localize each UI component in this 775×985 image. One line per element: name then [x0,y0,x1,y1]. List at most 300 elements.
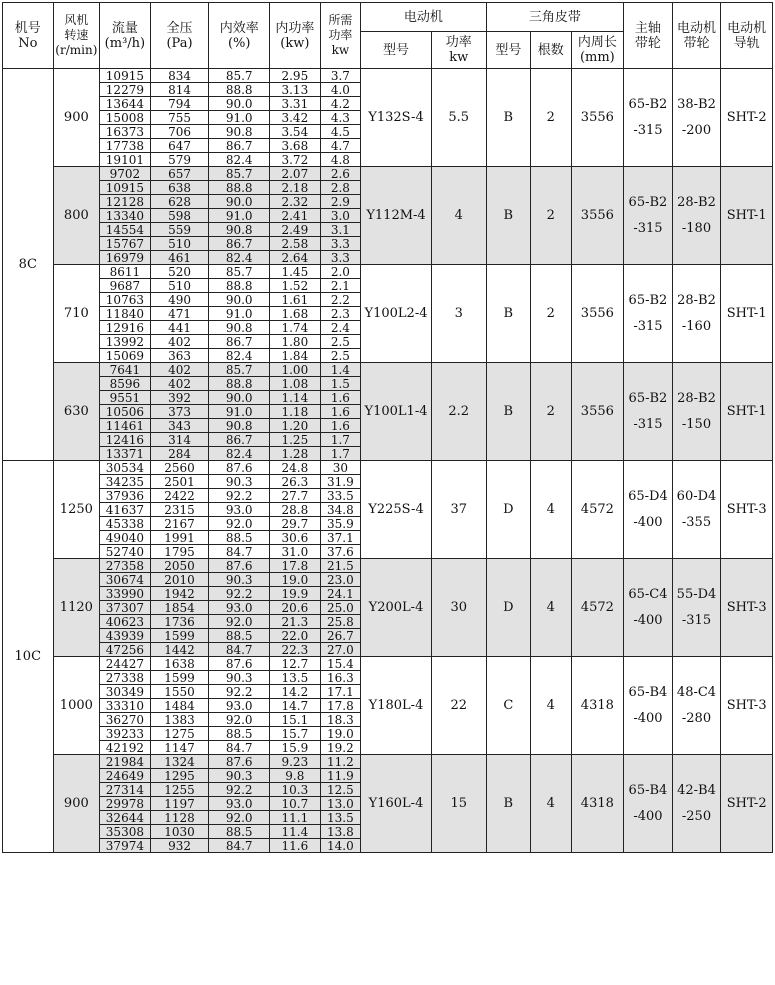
fan-performance-table [2,2,773,853]
required-power-cell: 13.8 [320,825,360,839]
pressure-cell: 647 [150,139,209,153]
inner-power-cell: 1.08 [270,377,321,391]
inner-power-cell: 19.9 [270,587,321,601]
inner-power-cell: 10.3 [270,783,321,797]
main-pulley-line: -315 [633,122,663,138]
inner-power-cell: 9.23 [270,755,321,769]
flow-cell: 41637 [100,503,151,517]
pressure-cell: 1638 [150,657,209,671]
pressure-cell: 2422 [150,489,209,503]
efficiency-cell: 88.8 [209,279,270,293]
efficiency-cell: 92.2 [209,685,270,699]
belt-type: B [486,167,531,265]
header-flow: 流量 (m³/h) [100,3,151,69]
inner-power-cell: 2.58 [270,237,321,251]
inner-power-cell: 3.68 [270,139,321,153]
motor-pulley-line: 28-B2 [677,390,716,406]
pressure-cell: 794 [150,97,209,111]
inner-power-cell: 3.72 [270,153,321,167]
motor-type: Y180L-4 [361,657,432,755]
pressure-cell: 284 [150,447,209,461]
flow-cell: 13992 [100,335,151,349]
efficiency-cell: 88.5 [209,531,270,545]
required-power-cell: 12.5 [320,783,360,797]
inner-power-cell: 2.18 [270,181,321,195]
header-inner-power: 内功率 (kw) [270,3,321,69]
header-motor-power: 功率 kw [431,32,486,69]
inner-power-cell: 27.7 [270,489,321,503]
main-pulley-line: 65-C4 [628,586,668,602]
efficiency-cell: 90.0 [209,195,270,209]
efficiency-cell: 82.4 [209,153,270,167]
flow-cell: 9551 [100,391,151,405]
pressure-cell: 2167 [150,517,209,531]
header-required-power: 所需 功率 kw [320,3,360,69]
pressure-cell: 598 [150,209,209,223]
pressure-cell: 2010 [150,573,209,587]
pressure-cell: 638 [150,181,209,195]
efficiency-cell: 86.7 [209,139,270,153]
motor-pulley-line: -150 [681,416,712,432]
main-pulley-line: -400 [633,710,663,726]
flow-cell: 40623 [100,615,151,629]
required-power-cell: 2.9 [320,195,360,209]
pressure-cell: 834 [150,69,209,83]
header-vbelt: 三角皮带 [486,3,624,32]
efficiency-cell: 88.5 [209,727,270,741]
required-power-cell: 19.2 [320,741,360,755]
belt-count: 4 [531,755,571,853]
flow-cell: 35308 [100,825,151,839]
required-power-cell: 24.1 [320,587,360,601]
belt-count: 2 [531,69,571,167]
pressure-cell: 932 [150,839,209,853]
belt-type: B [486,69,531,167]
inner-power-cell: 13.5 [270,671,321,685]
motor-pulley [672,657,721,755]
required-power-cell: 4.8 [320,153,360,167]
flow-cell: 8611 [100,265,151,279]
efficiency-cell: 87.6 [209,657,270,671]
main-pulley-line: 65-B4 [628,782,668,798]
main-pulley-line: 65-B2 [628,292,668,308]
belt-type: C [486,657,531,755]
belt-type: B [486,363,531,461]
efficiency-cell: 91.0 [209,307,270,321]
inner-power-cell: 2.41 [270,209,321,223]
inner-power-cell: 3.13 [270,83,321,97]
required-power-cell: 1.6 [320,419,360,433]
required-power-cell: 16.3 [320,671,360,685]
pressure-cell: 1991 [150,531,209,545]
efficiency-cell: 91.0 [209,111,270,125]
inner-power-cell: 1.84 [270,349,321,363]
required-power-cell: 1.7 [320,433,360,447]
required-power-cell: 2.8 [320,181,360,195]
motor-pulley-line: -250 [681,808,712,824]
pressure-cell: 1128 [150,811,209,825]
inner-power-cell: 1.14 [270,391,321,405]
efficiency-cell: 84.7 [209,643,270,657]
inner-power-cell: 19.0 [270,573,321,587]
efficiency-cell: 92.2 [209,783,270,797]
flow-cell: 36270 [100,713,151,727]
inner-power-cell: 1.20 [270,419,321,433]
table-row [3,265,773,279]
required-power-cell: 2.3 [320,307,360,321]
table-row [3,363,773,377]
pressure-cell: 402 [150,335,209,349]
flow-cell: 37974 [100,839,151,853]
required-power-cell: 1.6 [320,391,360,405]
motor-power: 30 [431,559,486,657]
required-power-cell: 26.7 [320,629,360,643]
flow-cell: 34235 [100,475,151,489]
flow-cell: 45338 [100,517,151,531]
efficiency-cell: 84.7 [209,545,270,559]
belt-length: 3556 [571,167,624,265]
efficiency-cell: 88.8 [209,83,270,97]
inner-power-cell: 29.7 [270,517,321,531]
flow-cell: 43939 [100,629,151,643]
pressure-cell: 1147 [150,741,209,755]
inner-power-cell: 15.7 [270,727,321,741]
required-power-cell: 33.5 [320,489,360,503]
required-power-cell: 13.0 [320,797,360,811]
motor-pulley [672,265,721,363]
pressure-cell: 461 [150,251,209,265]
pressure-cell: 392 [150,391,209,405]
inner-power-cell: 28.8 [270,503,321,517]
efficiency-cell: 93.0 [209,503,270,517]
inner-power-cell: 9.8 [270,769,321,783]
header-speed: 风机 转速 (r/min) [53,3,100,69]
main-pulley-line: -315 [633,416,663,432]
inner-power-cell: 1.25 [270,433,321,447]
efficiency-cell: 86.7 [209,335,270,349]
motor-pulley [672,167,721,265]
motor-rail: SHT-1 [721,265,773,363]
pressure-cell: 814 [150,83,209,97]
required-power-cell: 21.5 [320,559,360,573]
belt-count: 2 [531,363,571,461]
required-power-cell: 13.5 [320,811,360,825]
efficiency-cell: 85.7 [209,167,270,181]
pressure-cell: 1324 [150,755,209,769]
required-power-cell: 18.3 [320,713,360,727]
efficiency-cell: 85.7 [209,363,270,377]
efficiency-cell: 84.7 [209,741,270,755]
motor-rail: SHT-3 [721,559,773,657]
efficiency-cell: 92.0 [209,713,270,727]
efficiency-cell: 92.2 [209,489,270,503]
pressure-cell: 314 [150,433,209,447]
required-power-cell: 3.3 [320,251,360,265]
belt-length: 3556 [571,69,624,167]
flow-cell: 13371 [100,447,151,461]
required-power-cell: 11.2 [320,755,360,769]
flow-cell: 21984 [100,755,151,769]
pressure-cell: 373 [150,405,209,419]
belt-length: 4572 [571,461,624,559]
motor-type: Y160L-4 [361,755,432,853]
pressure-cell: 2050 [150,559,209,573]
main-pulley-line: -315 [633,220,663,236]
efficiency-cell: 90.0 [209,293,270,307]
pressure-cell: 1275 [150,727,209,741]
inner-power-cell: 2.95 [270,69,321,83]
motor-type: Y100L2-4 [361,265,432,363]
main-pulley [624,461,673,559]
efficiency-cell: 88.8 [209,181,270,195]
inner-power-cell: 1.45 [270,265,321,279]
efficiency-cell: 93.0 [209,699,270,713]
efficiency-cell: 90.8 [209,321,270,335]
header-belt-type: 型号 [486,32,531,69]
fan-speed: 1250 [53,461,100,559]
motor-pulley-line: -200 [681,122,712,138]
belt-length: 4318 [571,657,624,755]
required-power-cell: 3.7 [320,69,360,83]
pressure-cell: 755 [150,111,209,125]
motor-pulley-line: -180 [681,220,712,236]
pressure-cell: 1854 [150,601,209,615]
main-pulley [624,755,673,853]
motor-power: 37 [431,461,486,559]
pressure-cell: 363 [150,349,209,363]
main-pulley-line: -400 [633,612,663,628]
efficiency-cell: 82.4 [209,447,270,461]
flow-cell: 24427 [100,657,151,671]
table-row [3,461,773,475]
motor-pulley-line: 38-B2 [677,96,716,112]
flow-cell: 7641 [100,363,151,377]
header-belt-count: 根数 [531,32,571,69]
required-power-cell: 17.8 [320,699,360,713]
belt-type: D [486,461,531,559]
required-power-cell: 23.0 [320,573,360,587]
efficiency-cell: 87.6 [209,461,270,475]
belt-count: 4 [531,559,571,657]
main-pulley [624,69,673,167]
pressure-cell: 706 [150,125,209,139]
flow-cell: 14554 [100,223,151,237]
pressure-cell: 1736 [150,615,209,629]
belt-length: 3556 [571,265,624,363]
flow-cell: 12416 [100,433,151,447]
pressure-cell: 1295 [150,769,209,783]
flow-cell: 10506 [100,405,151,419]
required-power-cell: 2.2 [320,293,360,307]
main-pulley [624,167,673,265]
flow-cell: 27358 [100,559,151,573]
inner-power-cell: 2.49 [270,223,321,237]
header-motor-rail: 电动机 导轨 [721,3,773,69]
motor-pulley-line: 28-B2 [677,194,716,210]
main-pulley-line: 65-D4 [628,488,668,504]
flow-cell: 10915 [100,69,151,83]
pressure-cell: 441 [150,321,209,335]
pressure-cell: 579 [150,153,209,167]
pressure-cell: 2560 [150,461,209,475]
header-motor-type: 型号 [361,32,432,69]
efficiency-cell: 90.0 [209,391,270,405]
motor-pulley-line: -315 [681,612,712,628]
inner-power-cell: 31.0 [270,545,321,559]
inner-power-cell: 2.32 [270,195,321,209]
motor-rail: SHT-1 [721,167,773,265]
motor-type: Y225S-4 [361,461,432,559]
required-power-cell: 1.6 [320,405,360,419]
required-power-cell: 30 [320,461,360,475]
inner-power-cell: 10.7 [270,797,321,811]
header-motor: 电动机 [361,3,486,32]
motor-pulley [672,461,721,559]
inner-power-cell: 1.28 [270,447,321,461]
efficiency-cell: 93.0 [209,797,270,811]
inner-power-cell: 22.3 [270,643,321,657]
main-pulley-line: -400 [633,808,663,824]
flow-cell: 30534 [100,461,151,475]
flow-cell: 27314 [100,783,151,797]
pressure-cell: 510 [150,279,209,293]
pressure-cell: 1442 [150,643,209,657]
required-power-cell: 4.7 [320,139,360,153]
inner-power-cell: 1.18 [270,405,321,419]
inner-power-cell: 3.42 [270,111,321,125]
flow-cell: 12279 [100,83,151,97]
motor-pulley-line: 55-D4 [676,586,717,602]
flow-cell: 37307 [100,601,151,615]
header-model: 机号 No [3,3,54,69]
required-power-cell: 37.6 [320,545,360,559]
inner-power-cell: 15.1 [270,713,321,727]
required-power-cell: 27.0 [320,643,360,657]
required-power-cell: 1.5 [320,377,360,391]
pressure-cell: 1795 [150,545,209,559]
pressure-cell: 343 [150,419,209,433]
flow-cell: 47256 [100,643,151,657]
belt-count: 4 [531,657,571,755]
inner-power-cell: 1.74 [270,321,321,335]
flow-cell: 15008 [100,111,151,125]
inner-power-cell: 22.0 [270,629,321,643]
inner-power-cell: 21.3 [270,615,321,629]
pressure-cell: 510 [150,237,209,251]
fan-speed: 1000 [53,657,100,755]
motor-power: 5.5 [431,69,486,167]
pressure-cell: 1599 [150,629,209,643]
motor-rail: SHT-2 [721,69,773,167]
pressure-cell: 1197 [150,797,209,811]
efficiency-cell: 92.0 [209,811,270,825]
required-power-cell: 2.4 [320,321,360,335]
fan-speed: 900 [53,755,100,853]
efficiency-cell: 90.8 [209,125,270,139]
required-power-cell: 31.9 [320,475,360,489]
required-power-cell: 2.5 [320,335,360,349]
efficiency-cell: 91.0 [209,405,270,419]
required-power-cell: 3.1 [320,223,360,237]
inner-power-cell: 11.1 [270,811,321,825]
required-power-cell: 2.0 [320,265,360,279]
efficiency-cell: 90.3 [209,475,270,489]
required-power-cell: 1.4 [320,363,360,377]
flow-cell: 15069 [100,349,151,363]
fan-speed: 630 [53,363,100,461]
pressure-cell: 490 [150,293,209,307]
main-pulley-line: 65-B4 [628,684,668,700]
required-power-cell: 4.0 [320,83,360,97]
inner-power-cell: 17.8 [270,559,321,573]
pressure-cell: 1255 [150,783,209,797]
efficiency-cell: 92.2 [209,587,270,601]
required-power-cell: 4.5 [320,125,360,139]
required-power-cell: 17.1 [320,685,360,699]
inner-power-cell: 2.07 [270,167,321,181]
required-power-cell: 2.6 [320,167,360,181]
fan-speed: 710 [53,265,100,363]
flow-cell: 11840 [100,307,151,321]
header-motor-pulley: 电动机 带轮 [672,3,721,69]
model-no: 8C [3,69,54,461]
efficiency-cell: 82.4 [209,349,270,363]
belt-count: 2 [531,167,571,265]
header-belt-length: 内周长 (mm) [571,32,624,69]
fan-speed: 900 [53,69,100,167]
flow-cell: 16979 [100,251,151,265]
flow-cell: 16373 [100,125,151,139]
flow-cell: 27338 [100,671,151,685]
pressure-cell: 520 [150,265,209,279]
main-pulley-line: -315 [633,318,663,334]
main-pulley [624,363,673,461]
motor-type: Y132S-4 [361,69,432,167]
required-power-cell: 34.8 [320,503,360,517]
flow-cell: 37936 [100,489,151,503]
flow-cell: 13644 [100,97,151,111]
required-power-cell: 25.0 [320,601,360,615]
flow-cell: 8596 [100,377,151,391]
pressure-cell: 628 [150,195,209,209]
model-no: 10C [3,461,54,853]
flow-cell: 52740 [100,545,151,559]
motor-rail: SHT-3 [721,461,773,559]
inner-power-cell: 20.6 [270,601,321,615]
flow-cell: 30349 [100,685,151,699]
motor-power: 4 [431,167,486,265]
efficiency-cell: 85.7 [209,69,270,83]
motor-pulley-line: 48-C4 [676,684,717,700]
required-power-cell: 3.0 [320,209,360,223]
pressure-cell: 1942 [150,587,209,601]
pressure-cell: 1550 [150,685,209,699]
pressure-cell: 1484 [150,699,209,713]
motor-type: Y100L1-4 [361,363,432,461]
pressure-cell: 402 [150,377,209,391]
flow-cell: 12128 [100,195,151,209]
inner-power-cell: 1.80 [270,335,321,349]
flow-cell: 42192 [100,741,151,755]
flow-cell: 24649 [100,769,151,783]
efficiency-cell: 86.7 [209,433,270,447]
inner-power-cell: 14.2 [270,685,321,699]
required-power-cell: 35.9 [320,517,360,531]
flow-cell: 9702 [100,167,151,181]
inner-power-cell: 15.9 [270,741,321,755]
flow-cell: 33310 [100,699,151,713]
efficiency-cell: 87.6 [209,755,270,769]
